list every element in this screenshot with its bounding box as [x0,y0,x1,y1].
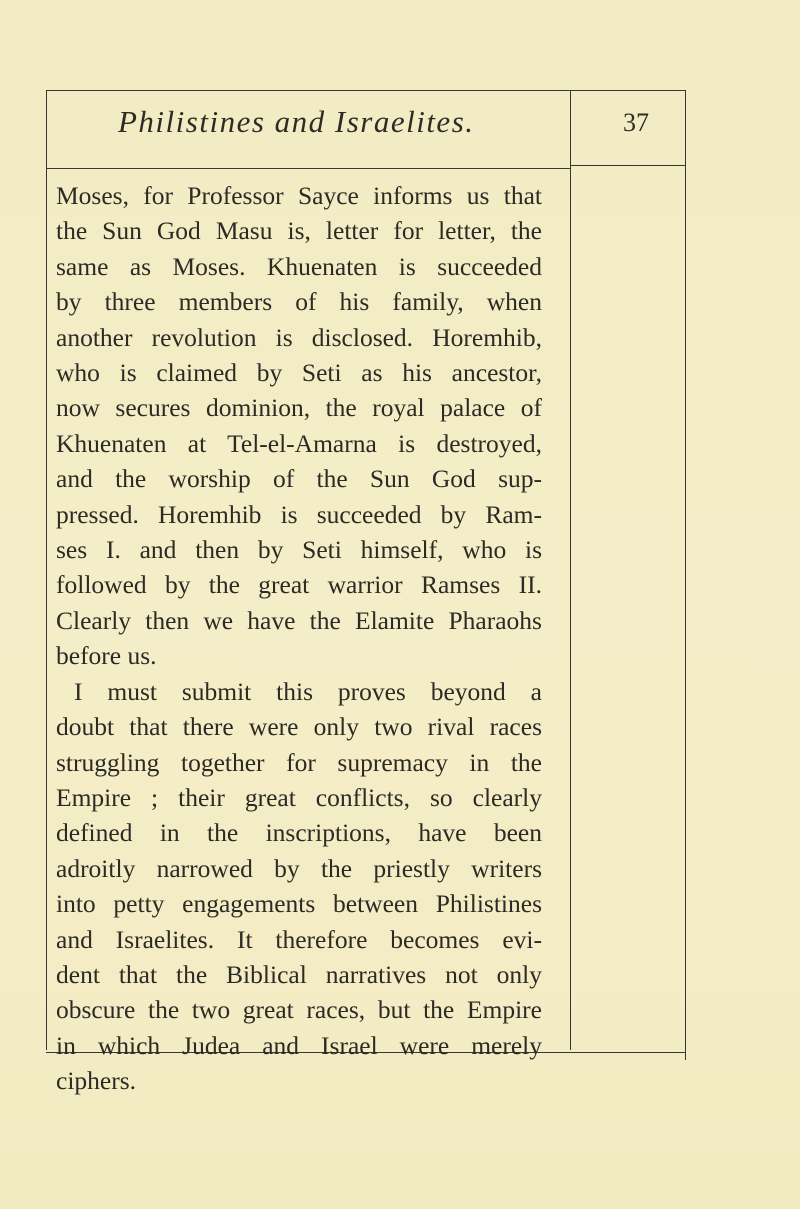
text-line: ses I. and then by Seti himself, who is [56,535,542,565]
text-line: obscure the two great races, but the Empire [56,995,542,1025]
text-line: and Israelites. It therefore becomes evi- [56,924,542,954]
text-line: who is claimed by Seti as his ancestor, [56,358,542,388]
text-line: before us. [56,641,157,671]
text-line: and the worship of the Sun God sup- [56,464,542,494]
text-line: into petty engagements between Philistines [56,889,542,919]
text-line: by three members of his family, when [56,287,542,317]
page-number: 37 [623,108,649,137]
text-line: dent that the Biblical narratives not only [56,959,542,989]
header-underline-rule [46,168,570,169]
right-rule [685,90,686,1060]
text-line: struggling together for supremacy in the [56,747,542,777]
text-line: defined in the inscriptions, have been [56,818,542,848]
text-line: Moses, for Professor Sayce informs us that [56,181,542,210]
text-line: Empire ; their great conflicts, so clearly [56,782,542,812]
text-line: Khuenaten at Tel-el-Amarna is destroyed, [56,428,542,458]
text-line: adroitly narrowed by the priestly writers [56,853,542,883]
text-line: now secures dominion, the royal palace of [56,393,542,423]
text-line: followed by the great warrior Ramses II. [56,570,542,600]
column-divider-rule [570,90,571,1050]
page-number-underline-rule [570,165,685,166]
text-line: I must submit this proves beyond a [74,676,542,706]
running-header-title: Philistines and Israelites. [118,104,475,139]
text-line: in which Judea and Israel were merely [56,1030,542,1060]
text-line: pressed. Horemhib is succeeded by Ram- [56,499,542,529]
left-rule [46,90,47,1050]
text-line: the Sun God Masu is, letter for letter, the [56,216,542,246]
text-line: same as Moses. Khuenaten is succeeded [56,251,542,281]
text-line: another revolution is disclosed. Horemhib, [56,322,542,352]
text-line: ciphers. [56,1066,137,1096]
body-paragraphs [56,178,542,1099]
text-line: Clearly then we have the Elamite Pharaohs [56,605,542,635]
text-line: doubt that there were only two rival races [56,712,542,742]
top-rule [46,90,686,91]
